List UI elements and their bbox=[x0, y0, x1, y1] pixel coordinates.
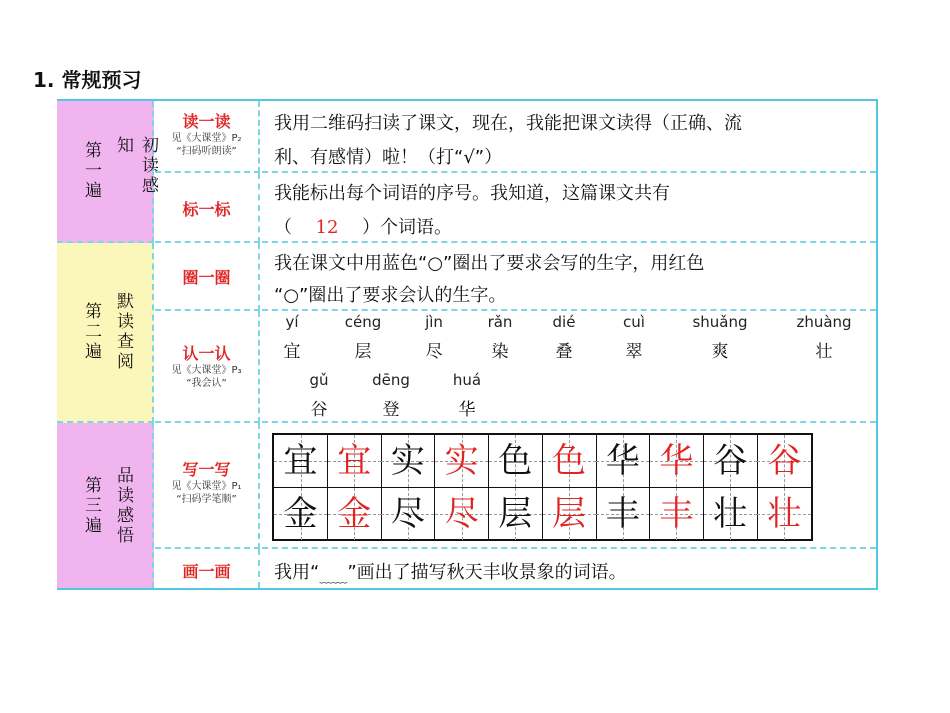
writing-character: 尽 bbox=[390, 494, 425, 534]
hanzi: 层 bbox=[354, 342, 372, 362]
wavy-line-icon: ﹏﹏ bbox=[319, 570, 348, 586]
writing-cell bbox=[435, 435, 489, 487]
writing-character: 尽 bbox=[444, 494, 479, 534]
writing-cell bbox=[596, 435, 650, 487]
pinyin-row bbox=[262, 313, 876, 335]
hanzi: 登 bbox=[382, 400, 400, 420]
label-mark bbox=[155, 173, 260, 243]
hanzi: 爽 bbox=[711, 342, 729, 362]
hanzi-row bbox=[262, 337, 876, 361]
phase-third-reading bbox=[57, 423, 154, 588]
phase-first-reading bbox=[57, 101, 158, 243]
writing-character: 实 bbox=[390, 441, 425, 481]
writing-character: 谷 bbox=[767, 441, 802, 481]
pinyin: zhuàng bbox=[796, 313, 852, 331]
writing-character: 华 bbox=[659, 441, 694, 481]
writing-character: 色 bbox=[552, 441, 586, 481]
reference-note: 见《大课堂》P₁ bbox=[171, 481, 242, 492]
phase-title: 品读感悟 bbox=[113, 465, 133, 546]
writing-character: 谷 bbox=[713, 441, 748, 481]
content-read bbox=[262, 101, 876, 173]
writing-cell bbox=[274, 488, 328, 540]
writing-character: 宜 bbox=[337, 441, 372, 481]
pinyin: yí bbox=[285, 313, 299, 331]
phase-number: 第一遍 bbox=[81, 141, 101, 201]
reference-note: “扫码听朗读” bbox=[176, 146, 237, 157]
writing-character: 壮 bbox=[767, 494, 802, 534]
instruction-part: 我用“ bbox=[274, 562, 320, 583]
task-label: 认一认 bbox=[182, 344, 231, 363]
task-label: 圈一圈 bbox=[182, 268, 231, 287]
answer-value: 12 bbox=[315, 217, 339, 238]
writing-cell bbox=[757, 488, 811, 540]
phase-number: 第二遍 bbox=[81, 302, 101, 362]
content-circle bbox=[262, 243, 876, 311]
pinyin: cuì bbox=[623, 313, 645, 331]
reference-note: “我会认” bbox=[186, 378, 227, 389]
writing-character: 丰 bbox=[605, 494, 640, 534]
label-circle bbox=[155, 243, 260, 311]
reference-note: 见《大课堂》P₃ bbox=[171, 365, 242, 376]
writing-cell bbox=[543, 435, 597, 487]
label-read bbox=[155, 101, 260, 173]
pinyin-row bbox=[262, 371, 876, 393]
writing-cell bbox=[489, 435, 543, 487]
writing-grid bbox=[272, 433, 813, 541]
writing-cell bbox=[596, 488, 650, 540]
paren-open: （ bbox=[274, 217, 292, 238]
pinyin: huá bbox=[452, 371, 482, 389]
writing-cell bbox=[650, 435, 704, 487]
pinyin: gǔ bbox=[309, 371, 329, 389]
writing-cell bbox=[489, 488, 543, 540]
writing-cell bbox=[381, 488, 435, 540]
instruction-text: 利、有感情）啦！（打“√”） bbox=[274, 147, 503, 168]
pinyin: dié bbox=[552, 313, 576, 331]
hanzi-row bbox=[262, 395, 876, 419]
content-draw bbox=[262, 549, 876, 588]
label-draw bbox=[155, 549, 260, 588]
writing-cell bbox=[757, 435, 811, 487]
hanzi: 尽 bbox=[425, 342, 443, 362]
pinyin: shuǎng bbox=[692, 313, 748, 331]
pinyin: jìn bbox=[425, 313, 443, 331]
writing-character: 丰 bbox=[659, 494, 694, 534]
instruction-text: 我用二维码扫读了课文，现在，我能把课文读得（正确、流 bbox=[274, 113, 742, 134]
writing-character: 色 bbox=[498, 441, 533, 481]
task-label: 写一写 bbox=[182, 460, 231, 479]
writing-cell bbox=[543, 488, 597, 540]
hanzi: 染 bbox=[491, 342, 509, 362]
writing-character: 层 bbox=[498, 494, 533, 534]
instruction-text: 我能标出每个词语的序号。我知道，这篇课文共有 bbox=[274, 183, 670, 204]
writing-cell bbox=[650, 488, 704, 540]
instruction-text: “○”圈出了要求会认的生字。 bbox=[274, 285, 507, 306]
writing-cell bbox=[328, 435, 382, 487]
content-mark bbox=[262, 173, 876, 243]
writing-cell bbox=[381, 435, 435, 487]
writing-character: 金 bbox=[337, 494, 372, 534]
pinyin: céng bbox=[344, 313, 382, 331]
writing-cell bbox=[704, 435, 758, 487]
writing-cell bbox=[328, 488, 382, 540]
paren-close-text: ）个词语。 bbox=[362, 217, 452, 238]
hanzi: 壮 bbox=[815, 342, 833, 362]
label-write bbox=[155, 423, 260, 549]
writing-character: 金 bbox=[283, 494, 318, 534]
instruction-part: ”画出了描写秋天丰收景象的词语。 bbox=[347, 562, 627, 583]
phase-title: 初读感知 bbox=[113, 136, 158, 196]
hanzi: 翠 bbox=[625, 342, 643, 362]
writing-character: 实 bbox=[444, 441, 479, 481]
task-label: 标一标 bbox=[182, 200, 231, 219]
content-recognize bbox=[262, 311, 876, 423]
writing-cell bbox=[704, 488, 758, 540]
reference-note: 见《大课堂》P₂ bbox=[171, 133, 242, 144]
task-label: 画一画 bbox=[182, 562, 231, 581]
writing-cell bbox=[274, 435, 328, 487]
writing-cell bbox=[435, 488, 489, 540]
writing-character: 壮 bbox=[713, 494, 748, 534]
hanzi: 谷 bbox=[310, 400, 328, 420]
task-label: 读一读 bbox=[182, 112, 231, 131]
phase-number: 第三遍 bbox=[81, 475, 101, 536]
instruction-text bbox=[274, 558, 866, 587]
writing-character: 层 bbox=[552, 494, 586, 534]
reference-note: “扫码学笔顺” bbox=[176, 494, 237, 505]
writing-character: 宜 bbox=[283, 441, 318, 481]
hanzi: 宜 bbox=[283, 342, 301, 362]
pinyin: rǎn bbox=[487, 313, 513, 331]
phase-second-reading bbox=[57, 243, 154, 423]
section-heading: 1. 常规预习 bbox=[33, 68, 142, 92]
phase-title: 默读查阅 bbox=[113, 292, 133, 372]
hanzi: 华 bbox=[458, 400, 476, 420]
instruction-text: 我在课文中用蓝色“○”圈出了要求会写的生字，用红色 bbox=[274, 253, 705, 274]
label-recognize bbox=[155, 311, 260, 423]
answer-line bbox=[274, 213, 866, 239]
pinyin: dēng bbox=[372, 371, 410, 389]
writing-character: 华 bbox=[605, 441, 640, 481]
hanzi: 叠 bbox=[555, 342, 573, 362]
